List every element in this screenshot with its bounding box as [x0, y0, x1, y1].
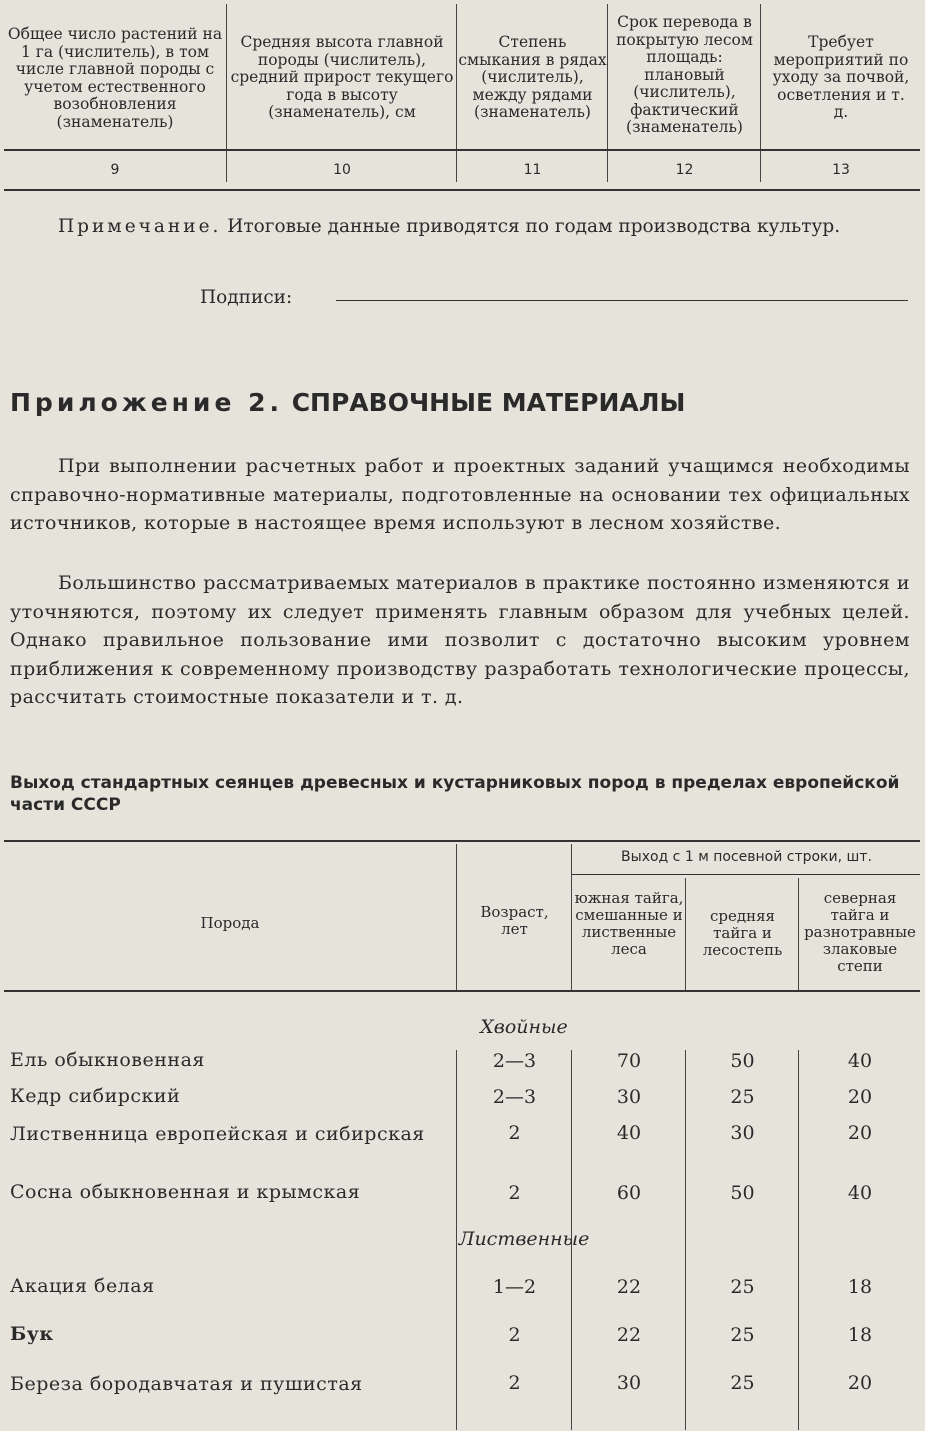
value-cell: 22	[616, 1276, 642, 1298]
age-cell: 2—3	[492, 1086, 537, 1108]
zone-header: северная тайга и разнотравные злаковые степи	[804, 889, 916, 975]
value-cell: 40	[847, 1182, 873, 1204]
table-rule	[572, 874, 920, 875]
table-rule	[4, 189, 920, 191]
species-name: Бук	[10, 1323, 54, 1345]
table-divider	[226, 4, 227, 182]
species-name: Сосна обыкновенная и крымская	[10, 1181, 361, 1203]
column-header: Степень смыкания в рядах (числитель), между рядами (знаменатель)	[458, 33, 607, 121]
value-cell: 50	[730, 1050, 755, 1072]
group-heading: Хвойные	[480, 1016, 568, 1038]
appendix-title-prefix: Приложение 2.	[10, 388, 283, 417]
signature-label: Подписи:	[200, 287, 293, 308]
value-cell: 25	[730, 1276, 755, 1298]
value-cell: 25	[730, 1372, 755, 1394]
value-cell: 20	[847, 1372, 873, 1394]
age-cell: 1—2	[492, 1276, 537, 1298]
table-divider	[760, 4, 761, 182]
column-header: Средняя высота главной породы (числитель), средний прирост текущего года в высоту (знаменатель), см	[230, 33, 454, 121]
species-name: Ель обыкновенная	[10, 1049, 205, 1071]
age-cell: 2—3	[492, 1050, 537, 1072]
value-cell: 25	[730, 1086, 755, 1108]
value-cell: 50	[730, 1182, 755, 1204]
column-header: Выход с 1 м посевной строки, шт.	[621, 849, 872, 865]
value-cell: 30	[730, 1122, 755, 1144]
table-divider	[685, 1050, 686, 1430]
value-cell: 25	[730, 1324, 755, 1346]
table-rule	[4, 840, 920, 842]
table-rule	[4, 149, 920, 151]
value-cell: 18	[847, 1276, 873, 1298]
column-number: 13	[832, 162, 850, 178]
value-cell: 20	[847, 1122, 873, 1144]
note-label: Примечание.	[58, 216, 222, 237]
table-title: Выход стандартных сеянцев древесных и кустарниковых пород в пределах европейской части СССР	[10, 773, 900, 815]
paragraph: Большинство рассматриваемых материалов в практике постоянно изменяются и уточняются, поэтому их следует применять главным образом для учебных целей. Однако правильное пользование ими позволит с достаточно высоким уровнем приближения к современному производству разработать технологические процессы, рассчитать стоимостные показатели и т. д.	[10, 572, 910, 708]
value-cell: 18	[847, 1324, 873, 1346]
age-cell: 2	[508, 1324, 521, 1346]
column-number: 9	[110, 162, 120, 178]
column-number: 12	[675, 162, 694, 178]
age-cell: 2	[508, 1372, 521, 1394]
table-divider	[798, 1050, 799, 1430]
table-divider	[456, 844, 457, 990]
value-cell: 30	[616, 1372, 642, 1394]
column-header: Требует мероприятий по уходу за почвой, осветления и т. д.	[772, 33, 910, 121]
species-name: Акация белая	[10, 1275, 155, 1297]
age-cell: 2	[508, 1182, 521, 1204]
species-name: Лиственница европейская и сибирская	[10, 1123, 425, 1145]
column-number: 11	[523, 162, 542, 178]
paragraph: При выполнении расчетных работ и проектных заданий учащимся необходимы справочно-нормативные материалы, подготовленные на основании тех официальных источников, которые в настоящее время используют в лесном хозяйстве.	[10, 455, 910, 534]
column-header: Порода	[200, 914, 260, 932]
signature-line	[336, 300, 908, 301]
table-divider	[798, 878, 799, 990]
zone-header: южная тайга, смешанные и лиственные леса	[574, 889, 684, 958]
note-text: Итоговые данные приводятся по годам производства культур.	[221, 216, 841, 237]
value-cell: 40	[616, 1122, 642, 1144]
zone-header: средняя тайга и лесостепь	[702, 907, 783, 959]
column-header: Общее число растений на 1 га (числитель), в том числе главной породы с учетом естественного возобновления (знаменатель)	[7, 25, 223, 131]
value-cell: 70	[616, 1050, 642, 1072]
appendix-title	[10, 388, 685, 417]
appendix-title-rest: СПРАВОЧНЫЕ МАТЕРИАЛЫ	[283, 388, 686, 417]
table-divider	[456, 4, 457, 182]
column-number: 10	[333, 162, 351, 178]
column-header: Возраст, лет	[480, 903, 549, 938]
inspection-table	[4, 4, 920, 192]
value-cell: 40	[847, 1050, 873, 1072]
value-cell: 22	[616, 1324, 642, 1346]
column-header: Срок перевода в покрытую лесом площадь: плановый (числитель), фактический (знаменатель)	[616, 13, 753, 136]
seedlings-table	[4, 840, 920, 1430]
table-rule	[4, 990, 920, 992]
table-divider	[571, 844, 572, 990]
value-cell: 30	[616, 1086, 642, 1108]
table-divider	[685, 878, 686, 990]
group-heading: Лиственные	[458, 1228, 590, 1250]
species-name: Кедр сибирский	[10, 1085, 181, 1107]
value-cell: 60	[616, 1182, 642, 1204]
species-name: Береза бородавчатая и пушистая	[10, 1373, 363, 1395]
age-cell: 2	[508, 1122, 521, 1144]
value-cell: 20	[847, 1086, 873, 1108]
table-divider	[607, 4, 608, 182]
table-note	[10, 214, 910, 240]
